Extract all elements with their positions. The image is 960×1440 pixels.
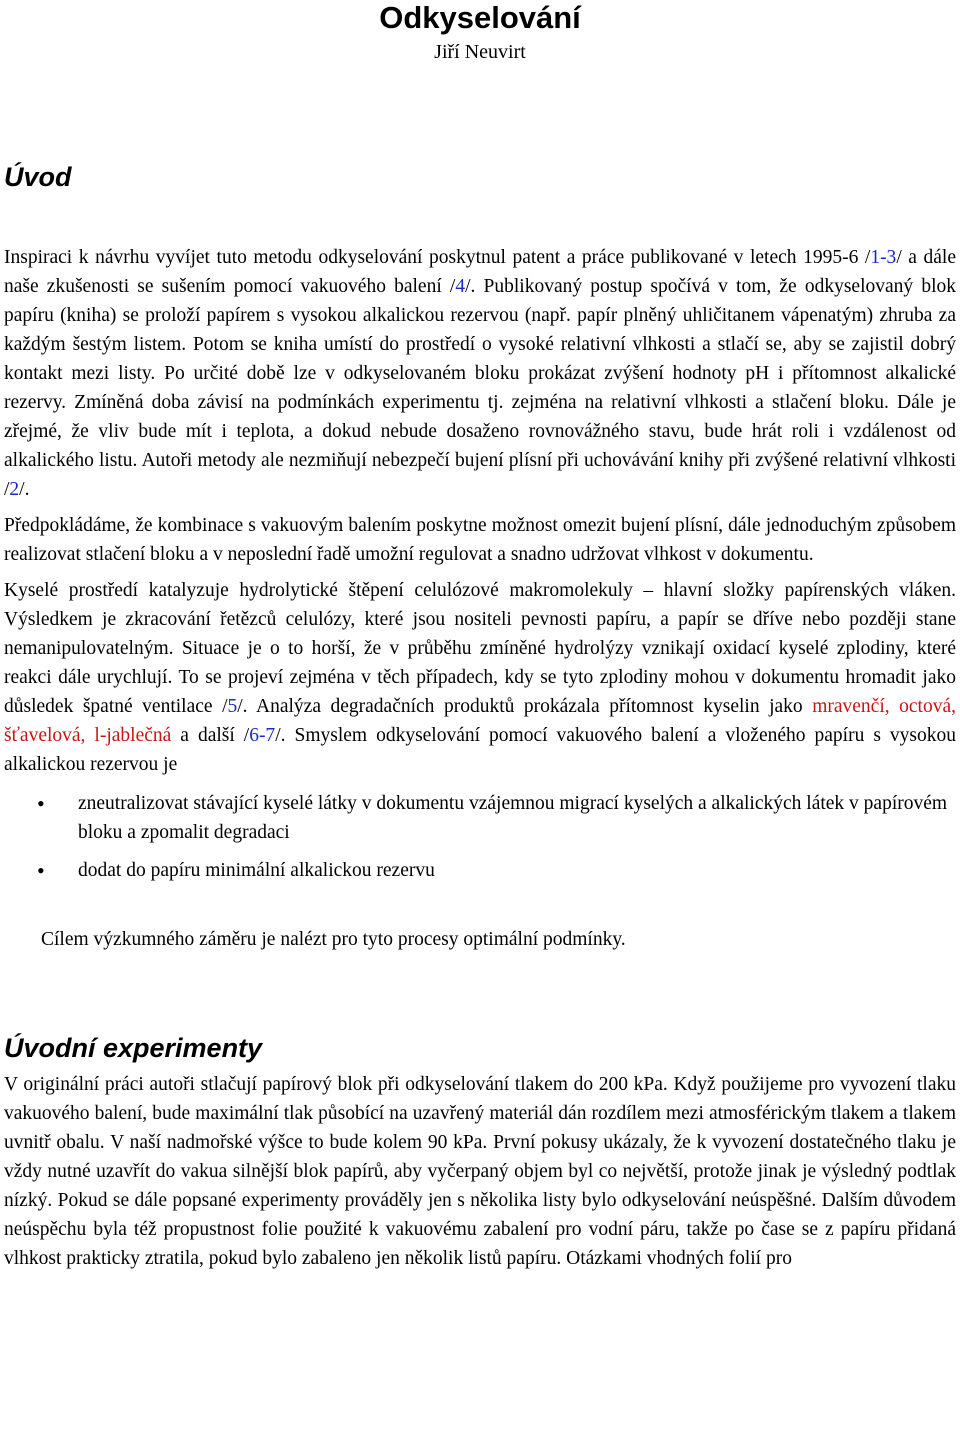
reference-link[interactable]: 2 (9, 479, 20, 500)
text-run: /. Publikovaný postup spočívá v tom, že odkyselovaný blok papíru (kniha) se proloží papírem s vysokou alkalickou rezervou (např. papír plněný uhličitanem vápenatým) zhruba za každým šestým listem. Potom se kniha umístí do prostředí o vysoké relativní vlhkosti a stlačí se, aby se zajistil dobrý kontakt mezi listy. Po určité době lze v odkyselovaném bloku prokázat zvýšení hodnoty pH i přítomnost alkalické rezervy. Zmíněná doba závisí na podmínkách experimentu tj. zejména na relativní vlhkosti a stlačení bloku. Dále je zřejmé, že vliv bude mít i teplota, a dokud nebude dosaženo rovnovážného stavu, bude hrát roli i vzdálenost od alkalického listu. Autoři metody ale nezmiňují nebezpečí bujení plísní při uchovávání knihy při zvýšené relativní vlhkosti / (4, 276, 956, 500)
list-item: • dodat do papíru minimální alkalickou rezervu (4, 856, 956, 885)
acids-highlight: mravenčí, octová, šťavelová, l-jablečná (4, 696, 957, 746)
text-run: / a dále naše zkušenosti se sušením pomocí vakuového balení / (4, 247, 956, 297)
goals-list (4, 789, 956, 885)
section-heading-experimenty: Úvodní experimenty (4, 1033, 263, 1063)
reference-link[interactable]: 5 (227, 696, 238, 717)
text-run: Kyselé prostředí katalyzuje hydrolytické štěpení celulózové makromolekuly – hlavní složky papírenských vláken. Výsledkem je zkracování řetězců celulózy, které jsou nositeli pevnosti papíru, a papír se dříve nebo později stane nemanipulovatelným. Situace je o to horší, že v průběhu zmíněné hydrolýzy vznikají oxidací kyselé zplodiny, které reakci dále urychlují. To se projeví zejména v těch případech, kdy se tyto zplodiny mohou v dokumentu hromadit jako důsledek špatné ventilace / (4, 580, 956, 717)
reference-link[interactable]: 4 (455, 276, 466, 297)
reference-link[interactable]: 6-7 (249, 725, 276, 746)
section-heading-uvod: Úvod (4, 162, 72, 192)
intro-paragraph-1 (4, 243, 956, 504)
page-title: Odkyselování (379, 0, 581, 35)
document-page (4, 0, 956, 1273)
text-run: Inspiraci k návrhu vyvíjet tuto metodu odkyselování poskytnul patent a práce publikované v letech 1995-6 / (4, 247, 871, 268)
intro-paragraph-2: Předpokládáme, že kombinace s vakuovým balením poskytne možnost omezit bujení plísní, dále jednoduchým způsobem realizovat stlačení bloku a v neposlední řadě umožní regulovat a snadno udržovat vlhkost v dokumentu. (4, 515, 956, 565)
text-run: /. (19, 479, 30, 500)
text-run: /. Smyslem odkyselování pomocí vakuového balení a vloženého papíru s vysokou alkalickou rezervou je (4, 725, 956, 775)
intro-paragraph-3 (4, 576, 956, 779)
experiments-paragraph-1: V originální práci autoři stlačují papírový blok při odkyselování tlakem do 200 kPa. Když použijeme pro vyvození tlaku vakuového balení, bude maximální tlak působící na uzavřený materiál dán rozdílem mezi atmosférickým tlakem a tlakem uvnitř obalu. V naší nadmořské výšce to bude kolem 90 kPa. První pokusy ukázaly, že k vyvození dostatečného tlaku je vždy nutné uzavřít do vakua silnější blok papírů, aby vyčerpaný objem byl co největší, protože jinak je výsledný podtlak nízký. Pokud se dále popsané experimenty prováděly jen s několika listy bylo odkyselování neúspěšné. Dalším důvodem neúspěchu byla též propustnost folie použité k vakuovému zabalení pro vodní páru, takže po čase se z papíru přidaná vlhkost prakticky ztratila, pokud bylo zabaleno jen několik listů papíru. Otázkami vhodných folií pro (4, 1074, 956, 1269)
author: Jiří Neuvirt (434, 41, 526, 63)
goal-statement: Cílem výzkumného záměru je nalézt pro tyto procesy optimální podmínky. (41, 929, 626, 950)
text-run: /. Analýza degradačních produktů prokázala přítomnost kyselin jako (237, 696, 813, 717)
reference-link[interactable]: 1-3 (870, 247, 897, 268)
text-run: a další / (171, 725, 250, 746)
list-item: • zneutralizovat stávající kyselé látky v dokumentu vzájemnou migrací kyselých a alkalických látek v papírovém bloku a zpomalit degradaci (4, 789, 956, 847)
